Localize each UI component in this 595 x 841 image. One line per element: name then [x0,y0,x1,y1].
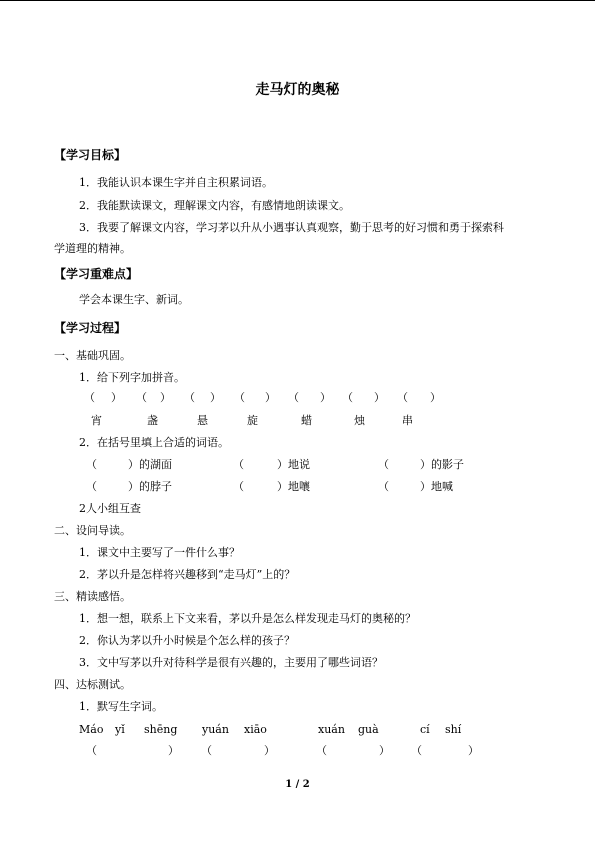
part4-title: 四、达标测试。 [54,678,131,691]
page-title: 走马灯的奥秘 [255,82,340,98]
fill-text: ）地说 [277,458,310,471]
char: 烛 [354,414,365,427]
bracket-open: （ [136,391,147,404]
fill-text: ）的影子 [420,458,464,471]
fill-open: （ [233,458,244,471]
char: 旋 [247,414,258,427]
bracket-close: ） [210,391,221,404]
pinyin: yuán [202,723,229,736]
answer-close: ） [468,744,479,757]
part1-title: 一、基础巩固。 [54,349,131,362]
heading-process: 【学习过程】 [54,321,127,335]
bracket-close: ） [160,391,171,404]
bracket-open: （ [288,391,299,404]
part2-title: 二、设问导读。 [54,524,131,537]
bracket-open: （ [184,391,195,404]
pinyin: shí [445,723,462,736]
answer-open: （ [201,744,212,757]
fill-text: ）地嚷 [277,480,310,493]
answer-open: （ [86,744,97,757]
fill-text: ）的脖子 [128,480,172,493]
part3-q1: 1．想一想，联系上下文来看，茅以升是怎么样发现走马灯的奥秘的？ [79,612,416,625]
part3-q3: 3．文中写茅以升对待科学是很有兴趣的，主要用了哪些词语？ [79,656,383,669]
fill-open: （ [86,480,97,493]
char: 串 [402,414,413,427]
part1-q2: 2．在括号里填上合适的词语。 [79,436,229,449]
bracket-close: ） [430,391,441,404]
pinyin: cí [420,723,430,736]
pinyin: yǐ [115,723,125,736]
part2-q1: 1．课文中主要写了一件什么事？ [79,546,240,559]
goal-item: 1．我能认识本课生字并自主积累词语。 [79,176,273,189]
pinyin: guà [358,723,379,736]
char: 悬 [197,414,208,427]
answer-close: ） [168,744,179,757]
answer-close: ） [264,744,275,757]
goal-item-cont: 学道理的精神。 [54,242,131,255]
bracket-open: （ [397,391,408,404]
answer-open: （ [316,744,327,757]
char: 盏 [147,414,158,427]
fill-open: （ [233,480,244,493]
goal-item: 3．我要了解课文内容，学习茅以升从小遇事认真观察，勤于思考的好习惯和勇于探索科 [79,221,504,234]
char: 蜡 [301,414,312,427]
page-number: 1 / 2 [285,779,310,790]
fill-text: ）地喊 [420,480,453,493]
key-points-text: 学会本课生字、新词。 [79,293,189,306]
bracket-close: ） [111,391,122,404]
part3-title: 三、精读感悟。 [54,590,131,603]
pinyin: Máo [79,723,104,736]
pinyin: xiāo [244,723,267,736]
part3-q2: 2．你认为茅以升小时候是个怎么样的孩子？ [79,634,295,647]
fill-text: ）的湖面 [128,458,172,471]
goal-item: 2．我能默读课文，理解课文内容，有感情地朗读课文。 [79,199,350,212]
top-rule [0,0,595,1]
bracket-close: ） [374,391,385,404]
bracket-close: ） [265,391,276,404]
pinyin: shēng [144,723,178,736]
pinyin: xuán [318,723,345,736]
answer-close: ） [379,744,390,757]
bracket-open: （ [342,391,353,404]
fill-open: （ [378,480,389,493]
part4-q1: 1．默写生字词。 [79,700,163,713]
group-check-note: 2人小组互查 [79,502,141,515]
fill-open: （ [86,458,97,471]
heading-key-points: 【学习重难点】 [54,267,139,281]
bracket-close: ） [320,391,331,404]
fill-open: （ [378,458,389,471]
part1-q1: 1．给下列字加拼音。 [79,371,185,384]
char: 宵 [91,414,102,427]
bracket-open: （ [84,391,95,404]
part2-q2: 2．茅以升是怎样将兴趣移到“走马灯”上的？ [79,568,296,581]
bracket-open: （ [234,391,245,404]
heading-goals: 【学习目标】 [54,148,127,162]
answer-open: （ [411,744,422,757]
